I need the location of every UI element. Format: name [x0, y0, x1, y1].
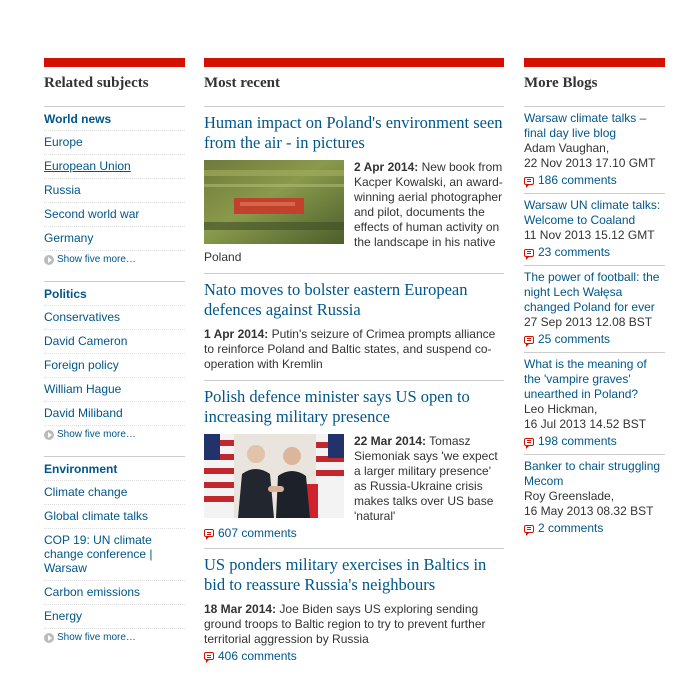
blog-title-link[interactable]: Warsaw UN climate talks: Welcome to Coaland: [524, 198, 661, 227]
play-circle-icon: [44, 430, 54, 440]
blog-date: 16 Jul 2013 14.52 BST: [524, 417, 647, 431]
blog-date: 16 May 2013 08.32 BST: [524, 504, 654, 518]
most-recent-column: [204, 58, 504, 663]
subject-link[interactable]: William Hague: [44, 377, 185, 401]
subject-link[interactable]: Second world war: [44, 202, 185, 226]
story-text: Joe Biden says US exploring sending ground troops to Baltic region to try to prevent further territorial aggression by Russia: [204, 602, 486, 646]
section-accent-bar: [204, 58, 504, 67]
comments-link[interactable]: [524, 332, 665, 347]
story-trail: [204, 327, 504, 372]
subject-link[interactable]: David Cameron: [44, 329, 185, 353]
comment-bubble-icon: [524, 438, 534, 446]
show-more-button[interactable]: [44, 250, 185, 267]
comment-bubble-icon: [204, 652, 214, 660]
comments-count: 2 comments: [538, 521, 604, 535]
comments-count: 198 comments: [538, 434, 617, 448]
show-more-button[interactable]: [44, 425, 185, 442]
blog-title-link[interactable]: The power of football: the night Lech Wałęsa changed Poland for ever: [524, 270, 660, 314]
more-blogs-column: [524, 58, 665, 541]
comment-bubble-icon: [204, 529, 214, 537]
show-more-button[interactable]: [44, 628, 185, 645]
most-recent-title: Most recent: [204, 75, 280, 91]
subject-link[interactable]: COP 19: UN climate change conference | Warsaw: [44, 528, 185, 580]
subject-link[interactable]: Germany: [44, 226, 185, 250]
more-blogs-title: More Blogs: [524, 75, 598, 91]
story-trail: [204, 602, 504, 647]
comments-count: 607 comments: [218, 526, 297, 540]
blog-item: [524, 352, 665, 454]
handshake-photo[interactable]: [204, 434, 344, 518]
blog-item: [524, 193, 665, 265]
subject-group-environment: [44, 456, 185, 645]
blog-date: 22 Nov 2013 17.10 GMT: [524, 156, 656, 170]
section-accent-bar: [44, 58, 185, 67]
subject-group-heading[interactable]: Environment: [44, 462, 118, 476]
blog-author: Roy Greenslade,: [524, 489, 615, 503]
comments-link[interactable]: [524, 245, 665, 260]
subject-link[interactable]: Foreign policy: [44, 353, 185, 377]
story-date: 18 Mar 2014:: [204, 602, 277, 616]
play-circle-icon: [44, 633, 54, 643]
show-more-label: Show five more…: [57, 429, 136, 440]
comments-link[interactable]: [524, 173, 665, 188]
section-accent-bar: [524, 58, 665, 67]
story-item: [204, 106, 504, 265]
blog-date: 27 Sep 2013 12.08 BST: [524, 315, 653, 329]
blog-date: 11 Nov 2013 15.12 GMT: [524, 228, 655, 242]
show-more-label: Show five more…: [57, 632, 136, 643]
comment-bubble-icon: [524, 177, 534, 185]
story-headline[interactable]: Human impact on Poland's environment seen from the air - in pictures: [204, 113, 503, 152]
blog-author: Adam Vaughan,: [524, 141, 610, 155]
subject-group-politics: [44, 281, 185, 442]
subject-group-heading[interactable]: Politics: [44, 287, 87, 301]
subject-link[interactable]: Conservatives: [44, 305, 185, 329]
subject-group-world-news: [44, 106, 185, 267]
story-text: Tomasz Siemoniak says 'we expect a larger military presence' as Russia-Ukraine crisis makes talks over US base 'natural': [354, 434, 498, 523]
comments-link[interactable]: [524, 521, 665, 536]
story-item: [204, 548, 504, 663]
comment-bubble-icon: [524, 525, 534, 533]
subject-link[interactable]: Climate change: [44, 480, 185, 504]
subject-link[interactable]: David Miliband: [44, 401, 185, 425]
blog-title-link[interactable]: What is the meaning of the 'vampire graves' unearthed in Poland?: [524, 357, 647, 401]
subject-link[interactable]: Europe: [44, 130, 185, 154]
subject-group-heading[interactable]: World news: [44, 112, 112, 126]
story-item: [204, 273, 504, 372]
story-date: 22 Mar 2014:: [354, 434, 427, 448]
subject-link[interactable]: European Union: [44, 154, 185, 178]
blog-title-link[interactable]: Banker to chair struggling Mecom: [524, 459, 661, 488]
subject-link[interactable]: Carbon emissions: [44, 580, 185, 604]
play-circle-icon: [44, 255, 54, 265]
comments-count: 406 comments: [218, 649, 297, 663]
subject-link[interactable]: Global climate talks: [44, 504, 185, 528]
comments-count: 25 comments: [538, 332, 611, 346]
related-subjects-title: Related subjects: [44, 75, 149, 91]
subject-link[interactable]: Russia: [44, 178, 185, 202]
blog-title-link[interactable]: Warsaw climate talks – final day live blog: [524, 111, 647, 140]
blog-item: [524, 106, 665, 193]
story-item: [204, 380, 504, 540]
comments-link[interactable]: [204, 526, 504, 540]
story-date: 2 Apr 2014:: [354, 160, 419, 174]
blog-item: [524, 265, 665, 352]
story-text: Putin's seizure of Crimea prompts alliance to reinforce Poland and Baltic states, and suspend co-operation with Kremlin: [204, 327, 496, 371]
blog-author: Leo Hickman,: [524, 402, 598, 416]
show-more-label: Show five more…: [57, 254, 136, 265]
story-headline[interactable]: Nato moves to bolster eastern European defences against Russia: [204, 280, 468, 319]
comments-count: 23 comments: [538, 245, 611, 259]
comments-count: 186 comments: [538, 173, 617, 187]
blog-item: [524, 454, 665, 541]
aerial-landscape-photo[interactable]: [204, 160, 344, 244]
comments-link[interactable]: [204, 649, 504, 663]
subject-link[interactable]: Energy: [44, 604, 185, 628]
comment-bubble-icon: [524, 336, 534, 344]
comment-bubble-icon: [524, 249, 534, 257]
comments-link[interactable]: [524, 434, 665, 449]
story-headline[interactable]: US ponders military exercises in Baltics in bid to reassure Russia's neighbours: [204, 555, 487, 594]
story-headline[interactable]: Polish defence minister says US open to increasing military presence: [204, 387, 470, 426]
story-date: 1 Apr 2014:: [204, 327, 269, 341]
story-text: New book from Kacper Kowalski, an award-winning aerial photographer and pilot, documents the effects of human activity on the landscape in his native Poland: [204, 160, 503, 264]
related-subjects-column: [44, 58, 185, 645]
